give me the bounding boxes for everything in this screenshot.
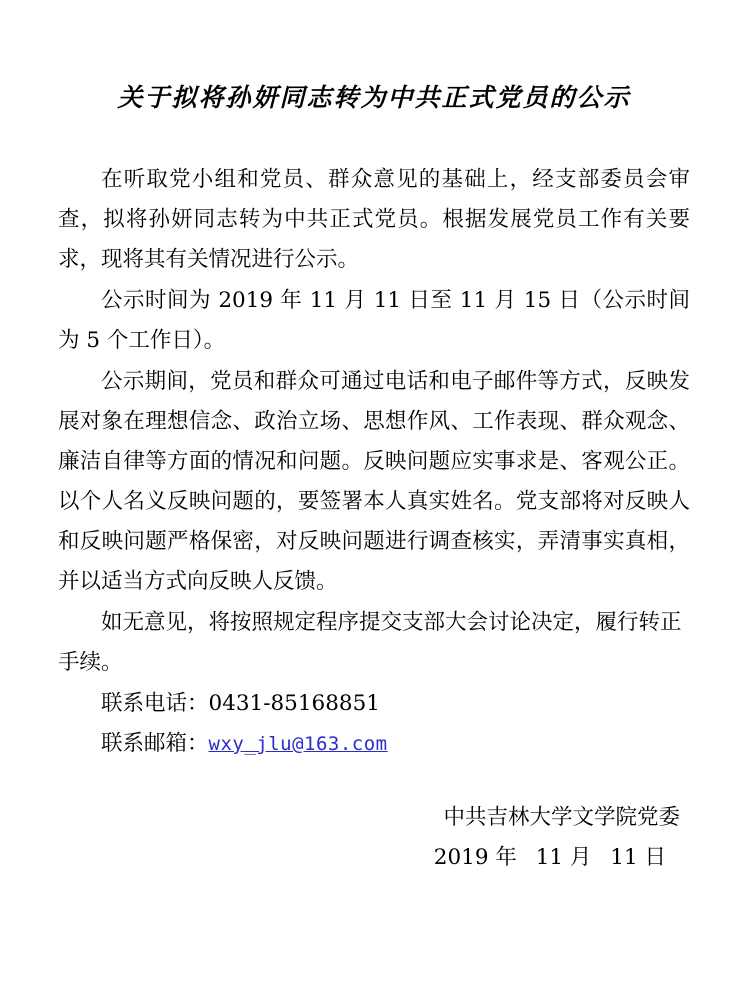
signature-organization: 中共吉林大学文学院党委 bbox=[443, 805, 680, 830]
page-title: 关于拟将孙妍同志转为中共正式党员的公示 bbox=[117, 83, 631, 112]
signature-block bbox=[58, 798, 690, 878]
contact-phone-label: 联系电话： bbox=[101, 691, 209, 716]
contact-phone-value: 0431-85168851 bbox=[208, 691, 380, 716]
signature-date-month-unit: 月 bbox=[569, 845, 592, 870]
paragraph-4: 如无意见，将按照规定程序提交支部大会讨论决定，履行转正手续。 bbox=[58, 610, 682, 675]
contact-phone-line bbox=[58, 684, 690, 724]
signature-date-year-unit: 年 bbox=[495, 845, 517, 870]
signature-date-day-unit: 日 bbox=[644, 845, 666, 870]
signature-date bbox=[58, 838, 680, 878]
contact-email-label: 联系邮箱： bbox=[101, 731, 209, 756]
signature-date-year: 2019 bbox=[433, 845, 489, 870]
paragraph-1: 在听取党小组和党员、群众意见的基础上，经支部委员会审查，拟将孙妍同志转为中共正式党员。根据发展党员工作有关要求，现将其有关情况进行公示。 bbox=[58, 167, 690, 272]
signature-date-month: 11 bbox=[535, 845, 564, 870]
paragraph-2: 公示时间为 2019 年 11 月 11 日至 11 月 15 日（公示时间为 5 个工作日）。 bbox=[58, 288, 690, 353]
contact-email-link[interactable]: wxy_jlu@163.com bbox=[208, 733, 388, 755]
paragraph-3: 公示期间，党员和群众可通过电话和电子邮件等方式，反映发展对象在理想信念、政治立场、思想作风、工作表现、群众观念、廉洁自律等方面的情况和问题。反映问题应实事求是、客观公正。以个人名义反映问题的，要签署本人真实姓名。党支部将对反映人和反映问题严格保密，对反映问题进行调查核实，弄清事实真相，并以适当方式向反映人反馈。 bbox=[58, 369, 690, 594]
document-body bbox=[58, 160, 690, 764]
contact-email-line bbox=[58, 724, 690, 764]
signature-date-day: 11 bbox=[610, 845, 638, 870]
